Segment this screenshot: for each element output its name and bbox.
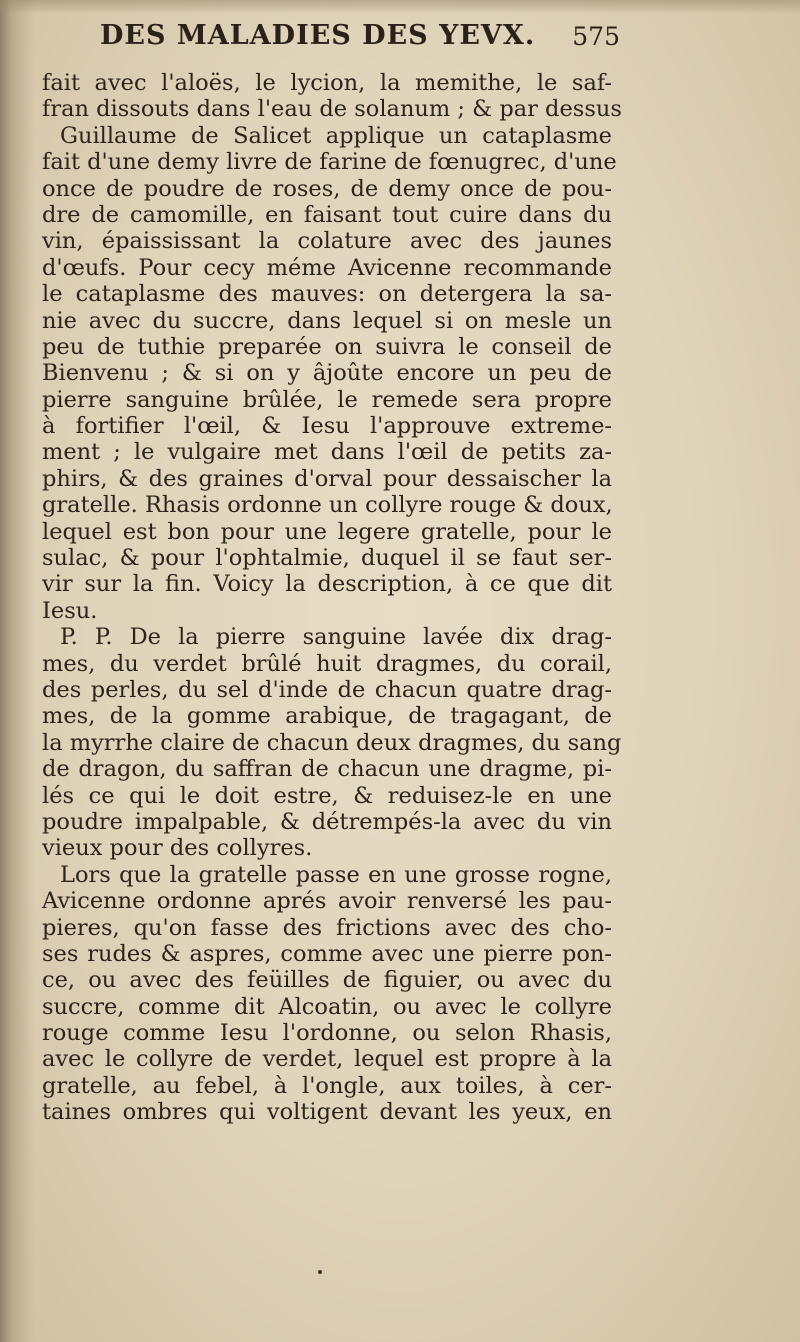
text-line: Guillaume de Salicet applique un cataplasme — [60, 122, 612, 149]
text-line: taines ombres qui voltigent devant les yeux, en — [42, 1099, 612, 1126]
text-line: pieres, qu'on fasse des frictions avec des cho- — [42, 914, 612, 941]
text-line: mes, du verdet brûlé huit dragmes, du corail, — [42, 650, 612, 677]
ink-speck — [318, 1270, 322, 1274]
running-head: DES MALADIES DES YEVX. — [100, 20, 536, 51]
text-line: dre de camomille, en faisant tout cuire dans du — [42, 201, 612, 228]
text-line: ses rudes & aspres, comme avec une pierre pon- — [42, 940, 612, 967]
text-line: Iesu. — [42, 597, 98, 624]
text-line: de dragon, du saffran de chacun une dragme, pi- — [42, 756, 612, 783]
text-line: des perles, du sel d'inde de chacun quatre drag- — [42, 676, 612, 703]
text-line: lés ce qui le doit estre, & reduisez-le en une — [42, 782, 612, 809]
text-line: Lors que la gratelle passe en une grosse rogne, — [60, 861, 612, 888]
binding-shadow — [0, 0, 34, 1342]
text-line: vir sur la fin. Voicy la description, à ce que dit — [42, 571, 612, 598]
text-line: lequel est bon pour une legere gratelle, pour le — [42, 518, 612, 545]
text-line: phirs, & des graines d'orval pour dessaischer la — [42, 465, 612, 492]
text-line: ment ; le vulgaire met dans l'œil de petits za- — [42, 439, 612, 466]
text-line: poudre impalpable, & détrempés-la avec du vin — [42, 808, 612, 835]
text-line: gratelle, au febel, à l'ongle, aux toiles, à cer- — [42, 1072, 612, 1099]
text-line: le cataplasme des mauves: on detergera la sa- — [42, 281, 612, 308]
page-number: 575 — [572, 22, 620, 51]
text-line: fait avec l'aloës, le lycion, la memithe, le saf- — [42, 70, 612, 96]
text-line: gratelle. Rhasis ordonne un collyre rouge & doux, — [42, 492, 613, 519]
text-line: vieux pour des collyres. — [42, 835, 313, 862]
text-line: sulac, & pour l'ophtalmie, duquel il se faut ser- — [42, 545, 612, 572]
text-line: pierre sanguine brûlée, le remede sera propre — [42, 386, 612, 413]
text-line: fait d'une demy livre de farine de fœnugrec, d'une — [42, 149, 617, 176]
text-line: Avicenne ordonne aprés avoir renversé les pau- — [42, 888, 612, 915]
text-line: P. P. De la pierre sanguine lavée dix drag- — [60, 624, 612, 651]
text-line: rouge comme Iesu l'ordonne, ou selon Rhasis, — [42, 1020, 612, 1047]
text-line: mes, de la gomme arabique, de tragagant, de — [42, 703, 612, 730]
top-edge-shadow — [0, 0, 800, 14]
text-line: nie avec du succre, dans lequel si on mesle un — [42, 307, 612, 334]
text-line: avec le collyre de verdet, lequel est propre à la — [42, 1046, 612, 1073]
body-text — [42, 70, 622, 1126]
text-line: la myrrhe claire de chacun deux dragmes, du sang — [42, 729, 622, 756]
text-line: ce, ou avec des feüilles de figuier, ou avec du — [42, 967, 612, 994]
text-line: fran dissouts dans l'eau de solanum ; & par dessus — [42, 96, 622, 123]
text-line: à fortifier l'œil, & Iesu l'approuve extreme- — [42, 413, 612, 440]
text-line: vin, épaississant la colature avec des jaunes — [42, 228, 612, 255]
text-line: peu de tuthie preparée on suivra le conseil de — [42, 333, 612, 360]
page-header — [100, 20, 620, 66]
text-line: Bienvenu ; & si on y âjoûte encore un peu de — [42, 360, 612, 387]
text-line: d'œufs. Pour cecy méme Avicenne recommande — [42, 254, 612, 281]
text-line: once de poudre de roses, de demy once de pou- — [42, 175, 612, 202]
text-line: succre, comme dit Alcoatin, ou avec le collyre — [42, 993, 612, 1020]
